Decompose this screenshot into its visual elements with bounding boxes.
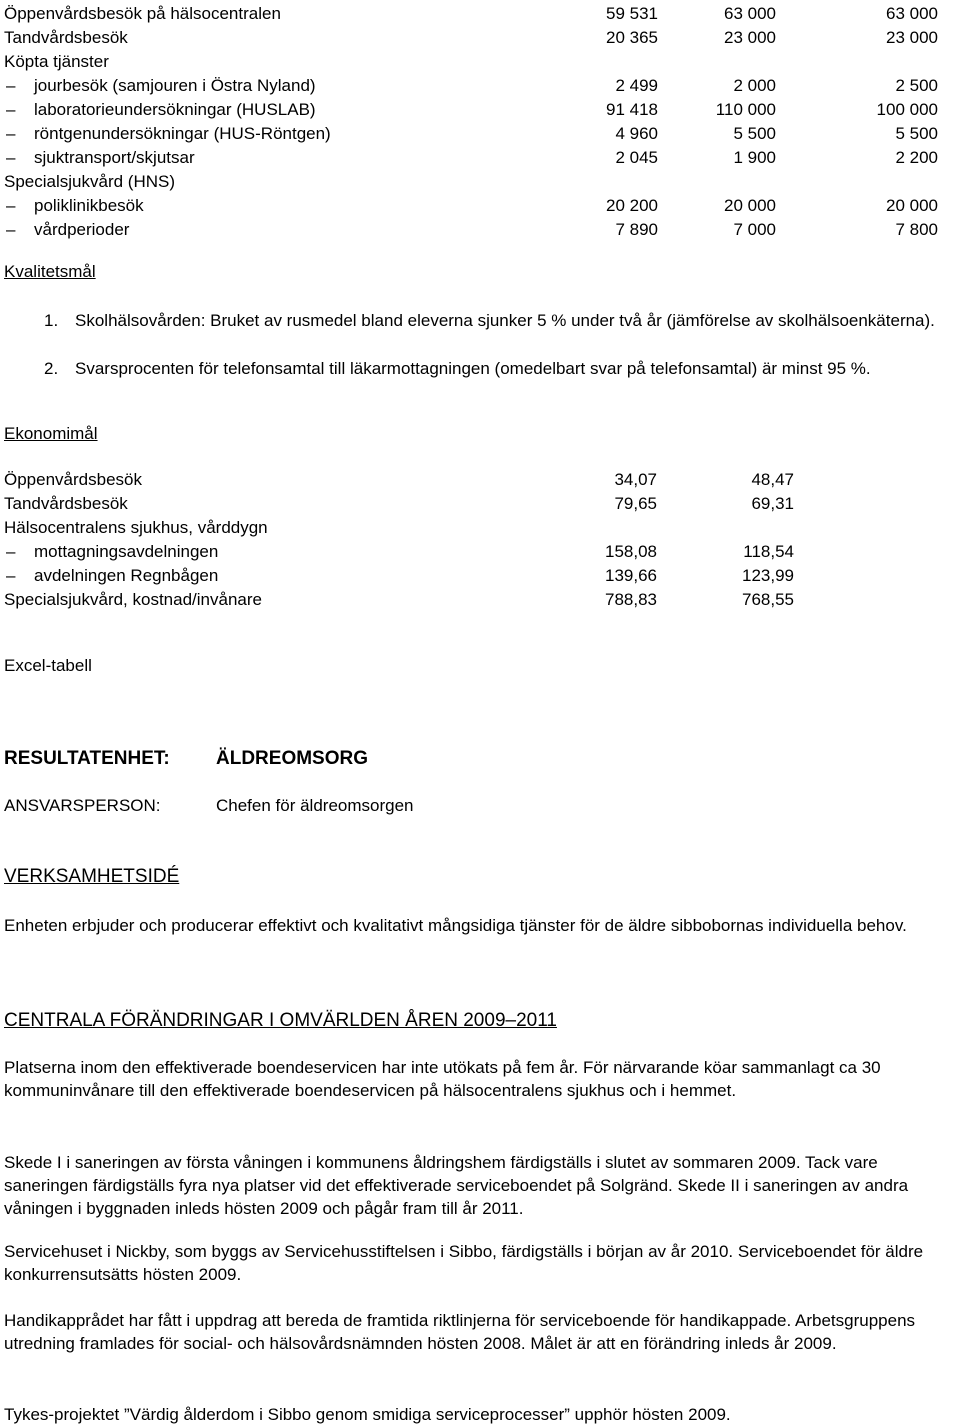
cell-value: 91 418 xyxy=(606,100,658,119)
row-label: vårdperioder xyxy=(34,220,130,239)
cell-value: 5 500 xyxy=(895,124,938,143)
table-row xyxy=(4,50,944,74)
responsible-person-label: ANSVARSPERSON: xyxy=(4,796,161,815)
responsible-person-value: Chefen för äldreomsorgen xyxy=(216,796,414,815)
item-number: 2. xyxy=(44,359,59,378)
dash-marker: – xyxy=(6,566,16,585)
cell-value: 768,55 xyxy=(742,590,794,609)
item-number: 1. xyxy=(44,311,59,330)
table-row xyxy=(4,516,944,540)
quality-goal-item xyxy=(44,357,944,380)
table-row xyxy=(4,194,944,218)
table-row xyxy=(4,218,944,242)
result-unit-label: RESULTATENHET: xyxy=(4,748,170,769)
dash-marker: – xyxy=(6,196,16,215)
table-row xyxy=(4,146,944,170)
cell-value: 63 000 xyxy=(886,4,938,23)
item-text: Svarsprocenten för telefonsamtal till läkarmottagningen (omedelbart svar på telefonsamtal) är minst 95 %. xyxy=(75,359,871,378)
row-label: laboratorieundersökningar (HUSLAB) xyxy=(34,100,316,119)
cell-value: 34,07 xyxy=(614,470,657,489)
dash-marker: – xyxy=(6,220,16,239)
cell-value: 48,47 xyxy=(751,470,794,489)
row-label: Tandvårdsbesök xyxy=(4,494,128,513)
cell-value: 100 000 xyxy=(876,100,938,119)
cell-value: 158,08 xyxy=(605,542,657,561)
cell-value: 110 000 xyxy=(715,100,776,119)
quality-goals-heading: Kvalitetsmål xyxy=(4,262,96,281)
cell-value: 4 960 xyxy=(615,124,658,143)
row-label: röntgenundersökningar (HUS-Röntgen) xyxy=(34,124,331,143)
row-label: Hälsocentralens sjukhus, vårddygn xyxy=(4,518,268,537)
cell-value: 7 000 xyxy=(733,220,776,239)
cell-value: 118,54 xyxy=(743,542,794,561)
cell-value: 63 000 xyxy=(724,4,776,23)
cell-value: 69,31 xyxy=(751,494,794,513)
cell-value: 788,83 xyxy=(605,590,657,609)
table-row xyxy=(4,564,944,588)
dash-marker: – xyxy=(6,148,16,167)
cell-value: 2 500 xyxy=(895,76,938,95)
cell-value: 1 900 xyxy=(733,148,776,167)
cell-value: 2 000 xyxy=(733,76,776,95)
row-label: mottagningsavdelningen xyxy=(34,542,219,561)
row-label: Öppenvårdsbesök xyxy=(4,470,142,489)
table-row xyxy=(4,98,944,122)
dash-marker: – xyxy=(6,124,16,143)
cell-value: 2 045 xyxy=(615,148,658,167)
cell-value: 20 365 xyxy=(606,28,658,47)
table-row xyxy=(4,2,944,26)
mission-text: Enheten erbjuder och producerar effektivt och kvalitativt mångsidiga tjänster för de äldre sibbobornas individuella behov. xyxy=(4,916,907,935)
row-label: Tandvårdsbesök xyxy=(4,28,128,47)
row-label: Öppenvårdsbesök på hälsocentralen xyxy=(4,4,281,23)
cell-value: 79,65 xyxy=(614,494,657,513)
excel-table-label: Excel-tabell xyxy=(4,656,92,675)
changes-paragraph: Handikapprådet har fått i uppdrag att bereda de framtida riktlinjerna för serviceboende för handikappade. Arbetsgruppens utredning framlades för social- och hälsovårdsnämnden hösten 2008. Målet är att en förändring inleds år 2009. xyxy=(4,1311,916,1353)
changes-paragraph: Tykes-projektet ”Värdig ålderdom i Sibbo genom smidiga serviceprocesser” upphör hösten 2009. xyxy=(4,1405,731,1424)
changes-paragraph: Platserna inom den effektiverade boendeservicen har inte utökats på fem år. För närvarande köar sammanlagt ca 30 kommuninvånare till den effektiverade boendeservicen på hälsocentralens sjukhus och i hemmet. xyxy=(4,1058,881,1100)
result-unit-value: ÄLDREOMSORG xyxy=(216,748,368,769)
row-label: sjuktransport/skjutsar xyxy=(34,148,195,167)
economy-goals-heading: Ekonomimål xyxy=(4,424,98,443)
row-label: Specialsjukvård, kostnad/invånare xyxy=(4,590,262,609)
row-label: Specialsjukvård (HNS) xyxy=(4,172,175,191)
cell-value: 23 000 xyxy=(724,28,776,47)
cell-value: 2 200 xyxy=(895,148,938,167)
item-text: Skolhälsovården: Bruket av rusmedel bland eleverna sjunker 5 % under två år (jämförelse av skolhälsoenkäterna). xyxy=(75,311,935,330)
cell-value: 23 000 xyxy=(886,28,938,47)
cell-value: 7 800 xyxy=(895,220,938,239)
cell-value: 2 499 xyxy=(615,76,658,95)
cell-value: 7 890 xyxy=(615,220,658,239)
mission-heading: VERKSAMHETSIDÉ xyxy=(4,866,180,887)
table-row xyxy=(4,492,944,516)
cell-value: 5 500 xyxy=(733,124,776,143)
cell-value: 123,99 xyxy=(742,566,794,585)
quality-goal-item xyxy=(44,309,944,332)
cell-value: 20 200 xyxy=(606,196,658,215)
table-row xyxy=(4,170,944,194)
cell-value: 20 000 xyxy=(886,196,938,215)
changes-heading: CENTRALA FÖRÄNDRINGAR I OMVÄRLDEN ÅREN 2009–2011 xyxy=(4,1010,557,1031)
dash-marker: – xyxy=(6,100,16,119)
dash-marker: – xyxy=(6,542,16,561)
table-row xyxy=(4,468,944,492)
table-row xyxy=(4,26,944,50)
cell-value: 139,66 xyxy=(605,566,657,585)
row-label: Köpta tjänster xyxy=(4,52,109,71)
row-label: jourbesök (samjouren i Östra Nyland) xyxy=(34,76,316,95)
table-row xyxy=(4,122,944,146)
table-row xyxy=(4,588,944,612)
cell-value: 59 531 xyxy=(606,4,658,23)
changes-paragraph: Skede I i saneringen av första våningen i kommunens åldringshem färdigställs i slutet av sommaren 2009. Tack vare saneringen färdigställs fyra nya platser vid det effektiverade serviceboendet på Solgränd. Skede II i saneringen av andra våningen i byggnaden inleds hösten 2009 och pågår fram till år 2011. xyxy=(4,1153,909,1218)
table-row xyxy=(4,74,944,98)
cell-value: 20 000 xyxy=(724,196,776,215)
row-label: avdelningen Regnbågen xyxy=(34,566,219,585)
changes-paragraph: Servicehuset i Nickby, som byggs av Servicehusstiftelsen i Sibbo, färdigställs i början av år 2010. Serviceboendet för äldre konkurrensutsätts hösten 2009. xyxy=(4,1242,924,1284)
table-row xyxy=(4,540,944,564)
row-label: poliklinikbesök xyxy=(34,196,144,215)
dash-marker: – xyxy=(6,76,16,95)
